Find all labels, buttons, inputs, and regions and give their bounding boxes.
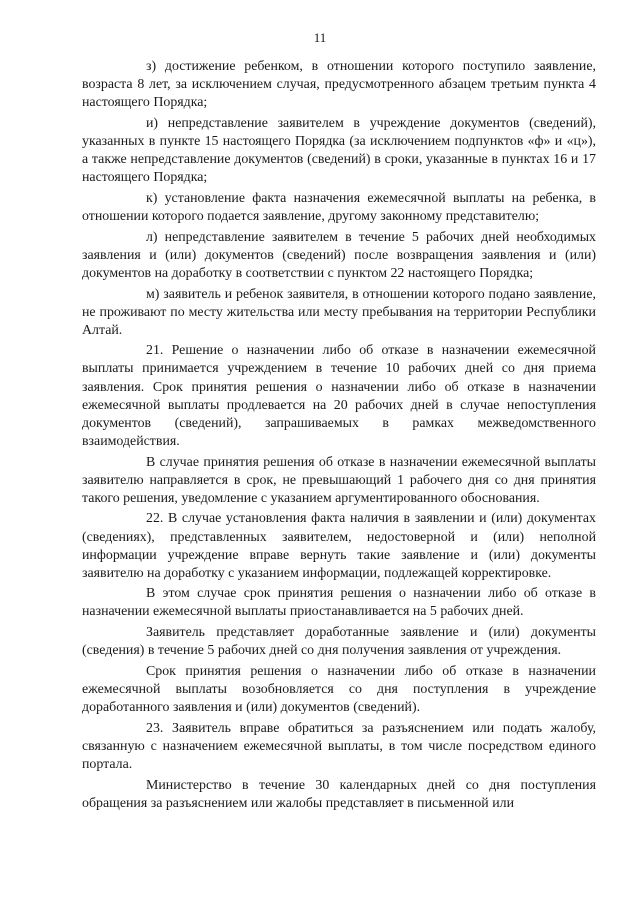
paragraph-item-z: з) достижение ребенком, в отношении которого поступило заявление, возраста 8 лет, за исключением случая, предусмотренного абзацем третьим пункта 4 настоящего Порядка; (82, 59, 596, 111)
paragraph-item-m: м) заявитель и ребенок заявителя, в отношении которого подано заявление, не проживают по месту жительства или месту пребывания на территории Республики Алтай. (82, 286, 596, 338)
paragraph-clause-23-ministry: Министерство в течение 30 календарных дней со дня поступления обращения за разъяснением или жалобы представляет в письменной или (82, 777, 596, 811)
paragraph-clause-23: 23. Заявитель вправе обратиться за разъяснением или подать жалобу, связанную с назначением ежемесячной выплаты, в том числе посредством единого портала. (82, 720, 596, 772)
paragraph-item-k: к) установление факта назначения ежемесячной выплаты на ребенка, в отношении которого подается заявление, другому законному представителю; (82, 190, 596, 224)
paragraph-clause-22-resumption: Срок принятия решения о назначении либо об отказе в назначении ежемесячной выплаты возобновляется со дня поступления в учреждение доработанного заявления и (или) документов (сведений). (82, 663, 596, 716)
paragraph-item-i: и) непредставление заявителем в учреждение документов (сведений), указанных в пункте 15 настоящего Порядка (за исключением подпунктов «ф» и «ц»), а также непредставление документов (сведений) в сроки, указанные в пунктах 16 и 17 настоящего Порядка; (82, 115, 596, 186)
paragraph-clause-21: 21. Решение о назначении либо об отказе в назначении ежемесячной выплаты принимается учреждением в течение 10 рабочих дней со дня приема заявления. Срок принятия решения о назначении либо об отказе в назначении ежемесячной выплаты продлевается на 20 рабочих дней в случае непоступления документов (сведений), запрашиваемых в рамках межведомственного взаимодействия. (82, 343, 596, 449)
document-body (82, 58, 596, 815)
paragraph-clause-22-suspension: В этом случае срок принятия решения о назначении либо об отказе в назначении ежемесячной выплаты приостанавливается на 5 рабочих дней. (82, 586, 596, 620)
paragraph-item-l: л) непредставление заявителем в течение 5 рабочих дней необходимых заявления и (или) документов (сведений) после возвращения заявления и (или) документов на доработку в соответствии с пунктом 22 настоящего Порядка; (82, 229, 596, 281)
paragraph-clause-22-resubmission: Заявитель представляет доработанные заявление и (или) документы (сведения) в течение 5 рабочих дней со дня получения заявления от учреждения. (82, 625, 596, 659)
page-number: 11 (313, 30, 327, 45)
paragraph-clause-21-refusal: В случае принятия решения об отказе в назначении ежемесячной выплаты заявителю направляется в срок, не превышающий 1 рабочего дня со дня принятия такого решения, уведомление с указанием аргументированного обоснования. (82, 454, 596, 506)
paragraph-clause-22: 22. В случае установления факта наличия в заявлении и (или) документах (сведениях), представленных заявителем, недостоверной и (или) неполной информации учреждение вправе вернуть такие заявление и (или) документы заявителю на доработку с указанием информации, подлежащей корректировке. (82, 511, 596, 581)
